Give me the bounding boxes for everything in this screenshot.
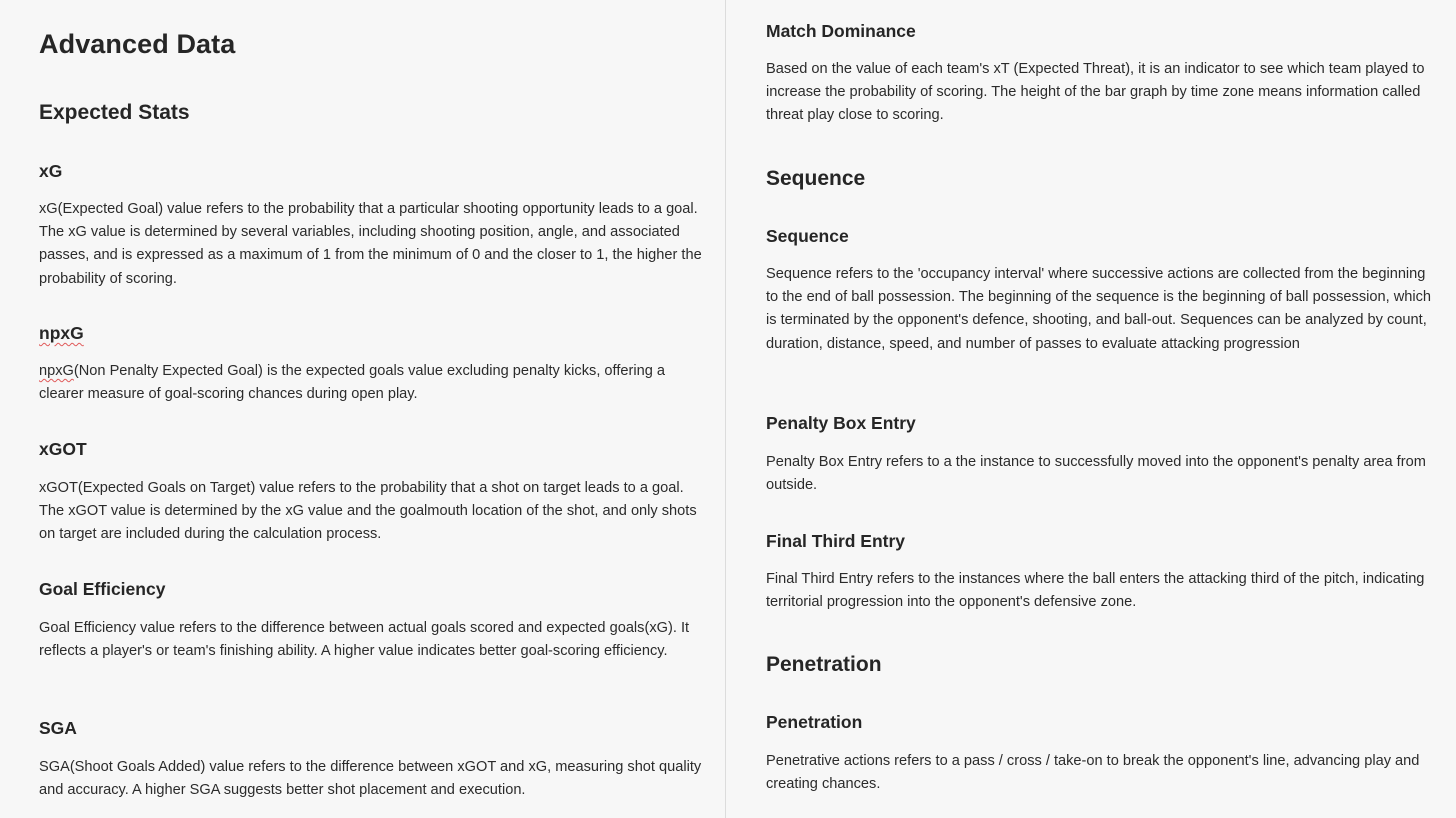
npxg-term: npxG [39,363,74,379]
heading-npxg [39,322,84,344]
body-sequence: Sequence refers to the 'occupancy interval' where successive actions are collected from the beginning to the end of ball possession. The beginning of the sequence is the beginning of ball possession, which is terminated by the opponent's defence, shooting, and ball-out. Sequences can be analyzed by count, duration, distance, speed, and number of passes to evaluate attacking progression [766,266,1432,352]
body-match-dominance: Based on the value of each team's xT (Expected Threat), it is an indicator to see which team played to increase the probability of scoring. The height of the bar graph by time zone means information called threat play close to scoring. [766,61,1425,124]
heading-goal-efficiency: Goal Efficiency [39,579,166,599]
section-heading-penetration: Penetration [766,653,882,676]
heading-penetration: Penetration [766,712,863,732]
heading-final-third-entry: Final Third Entry [766,531,906,551]
section-heading-expected-stats: Expected Stats [39,101,190,124]
heading-sga: SGA [39,718,77,738]
heading-sequence: Sequence [766,226,849,246]
body-goal-efficiency: Goal Efficiency value refers to the difference between actual goals scored and expected goals(xG). It reflects a player's or team's finishing ability. A higher value indicates better goal-scoring efficiency. [39,620,690,660]
body-npxg [39,360,704,406]
section-heading-sequence: Sequence [766,167,866,190]
body-final-third-entry: Final Third Entry refers to the instances where the ball enters the attacking third of the pitch, indicating territorial progression into the opponent's defensive zone. [766,571,1425,611]
body-sga: SGA(Shoot Goals Added) value refers to the difference between xGOT and xG, measuring shot quality and accuracy. A higher SGA suggests better shot placement and execution. [39,759,702,799]
npxg-body-text: (Non Penalty Expected Goal) is the expected goals value excluding penalty kicks, offering a clearer measure of goal-scoring chances during open play. [39,363,666,403]
body-xg: xG(Expected Goal) value refers to the probability that a particular shooting opportunity leads to a goal. The xG value is determined by several variables, including shooting position, angle, and associated passes, and is expressed as a maximum of 1 from the minimum of 0 and the closer to 1, the higher the probability of scoring. [39,201,702,287]
heading-penalty-box-entry: Penalty Box Entry [766,413,916,433]
body-penalty-box-entry: Penalty Box Entry refers to a the instance to successfully moved into the opponent's penalty area from outside. [766,454,1426,494]
npxg-heading-text: npxG [39,323,84,343]
body-xgot: xGOT(Expected Goals on Target) value refers to the probability that a shot on target leads to a goal. The xGOT value is determined by the xG value and the goalmouth location of the shot, and only shots on target are included during the calculation process. [39,480,697,543]
heading-match-dominance: Match Dominance [766,21,916,41]
page-title: Advanced Data [39,29,236,59]
heading-xg: xG [39,161,63,181]
heading-xgot: xGOT [39,439,87,459]
column-divider [725,0,726,818]
body-penetration: Penetrative actions refers to a pass / cross / take-on to break the opponent's line, advancing play and creating chances. [766,753,1420,793]
